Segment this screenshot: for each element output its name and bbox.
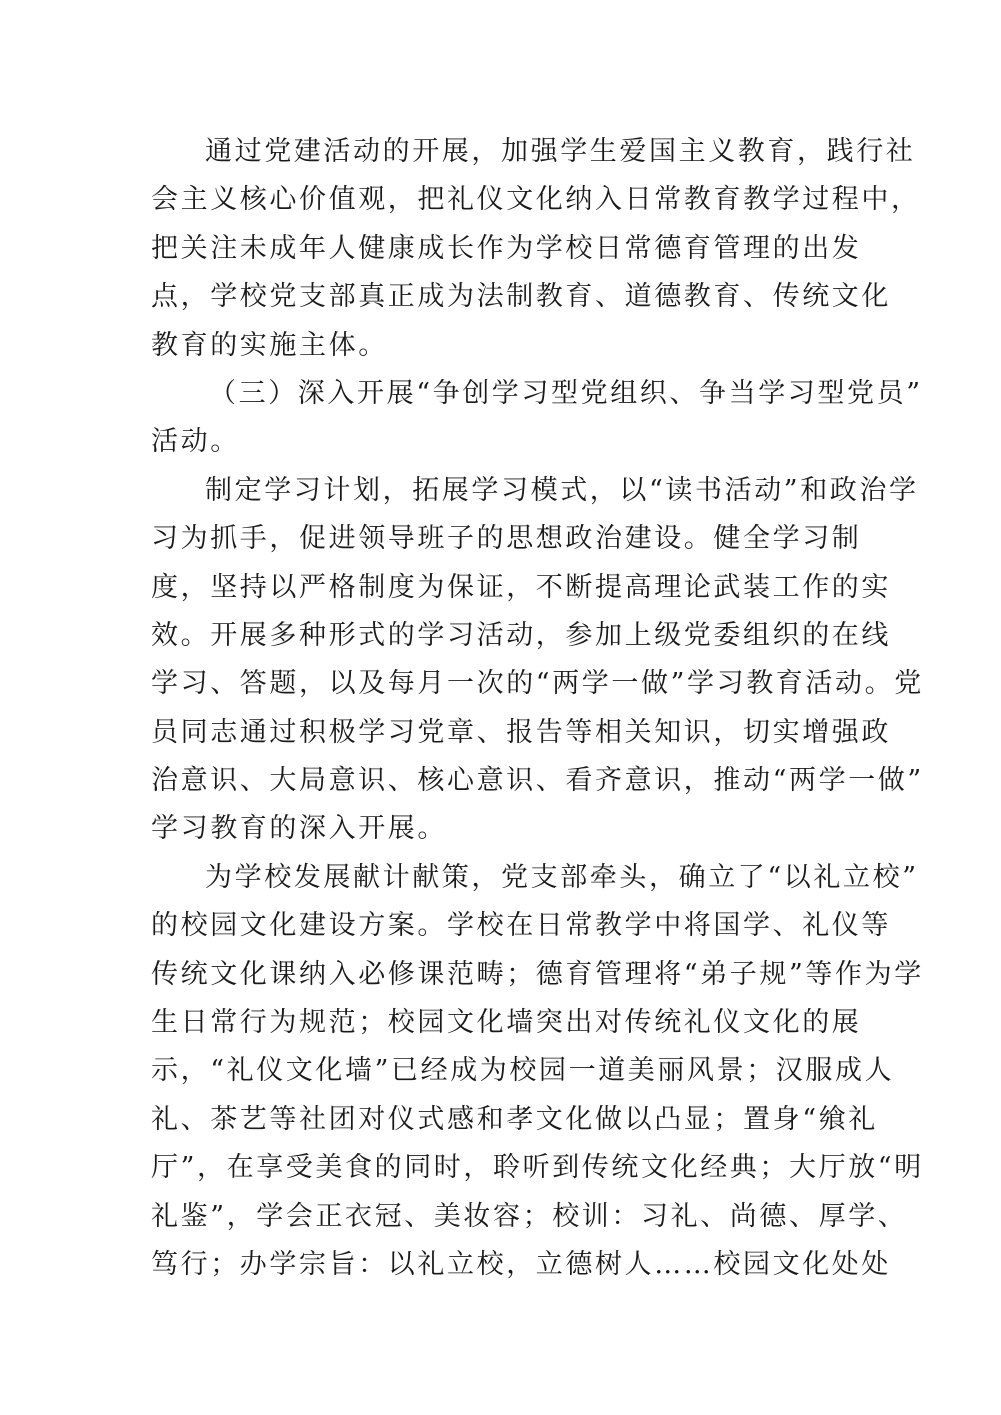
text-line: 为学校发展献计献策，党支部牵头，确立了“以礼立校” [205,861,919,893]
text-line: 生日常行为规范；校园文化墙突出对传统礼仪文化的展 [151,1007,862,1039]
text-line: 传统文化课纳入必修课范畴；德育管理将“弟子规”等作为学 [151,958,924,990]
text-line: 会主义核心价值观，把礼仪文化纳入日常教育教学过程中， [151,184,921,216]
text-line: 厅”，在享受美食的同时，聆听到传统文化经典；大厅放“明 [151,1152,924,1184]
text-line: 礼、茶艺等社团对仪式感和孝文化做以凸显；置身“飨礼 [151,1103,878,1135]
section-heading-3 [151,370,923,467]
paragraph-party-activities [151,128,921,370]
text-line: 效。开展多种形式的学习活动，参加上级党委组织的在线 [151,619,891,651]
text-line: 点，学校党支部真正成为法制教育、道德教育、传统文化 [151,281,891,313]
text-line: 度，坚持以严格制度为保证，不断提高理论武装工作的实 [151,571,891,603]
text-line: 示，“礼仪文化墙”已经成为校园一道美丽风景；汉服成人 [151,1055,895,1087]
text-line: 学习、答题，以及每月一次的“两学一做”学习教育活动。党 [151,668,924,700]
document-body [151,128,924,1289]
text-line: 员同志通过积极学习党章、报告等相关知识，切实增强政 [151,716,891,748]
text-line: 把关注未成年人健康成长作为学校日常德育管理的出发 [151,232,862,264]
heading-line: 活动。 [151,426,240,458]
text-line: 学习教育的深入开展。 [151,813,447,845]
paragraph-campus-culture [151,854,924,1290]
heading-line: （三）深入开展“争创学习型党组织、争当学习型党员” [209,377,923,409]
text-line: 治意识、大局意识、核心意识、看齐意识，推动“两学一做” [151,765,924,797]
text-line: 制定学习计划，拓展学习模式，以“读书活动”和政治学 [205,474,919,506]
text-line: 礼鉴”，学会正衣冠、美妆容；校训：习礼、尚德、厚学、 [151,1200,908,1232]
text-line: 的校园文化建设方案。学校在日常教学中将国学、礼仪等 [151,910,891,942]
text-line: 笃行；办学宗旨：以礼立校，立德树人……校园文化处处 [151,1248,891,1280]
text-line: 习为抓手，促进领导班子的思想政治建设。健全学习制 [151,523,862,555]
paragraph-study-plan [151,467,924,854]
text-line: 通过党建活动的开展，加强学生爱国主义教育，践行社 [205,136,916,167]
text-line: 教育的实施主体。 [151,329,388,361]
